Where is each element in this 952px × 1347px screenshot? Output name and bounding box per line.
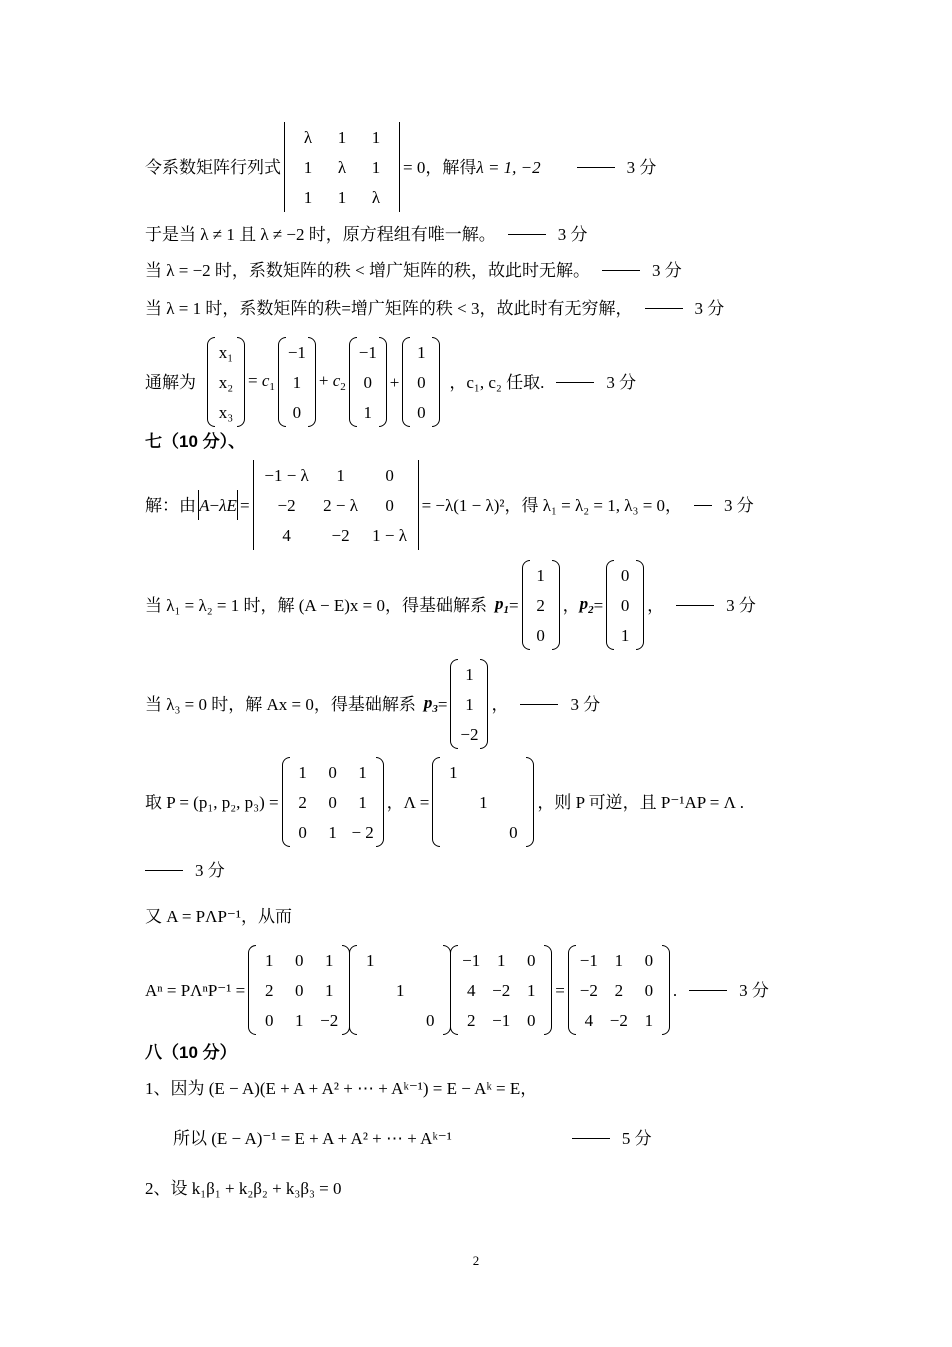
vector-1 <box>278 337 316 427</box>
matrix-entry: 0 <box>328 762 337 782</box>
matrix-entry: 1 <box>644 1010 654 1030</box>
text: 取 P = (p₁, p₂, p₃) = <box>145 792 279 812</box>
matrix-entry: 0 <box>526 1010 536 1030</box>
matrix-entry: 0 <box>298 822 307 842</box>
text: 解：由 <box>145 495 196 515</box>
matrix-entry: 4 <box>282 525 291 545</box>
text: 当 λ = 1 时，系数矩阵的秩=增广矩阵的秩 < 3，故此时有无穷解， <box>145 299 633 318</box>
matrix-entry: 1 <box>365 950 375 970</box>
matrix-entry: 4 <box>466 980 476 1000</box>
line-because <box>145 1080 537 1097</box>
matrix-entry: 0 <box>417 372 426 392</box>
matrix-entry: 1 <box>371 127 381 147</box>
p3-vector <box>450 659 488 749</box>
line-unique <box>145 226 587 243</box>
result-matrix <box>568 945 670 1035</box>
matrix-entry: 0 <box>264 1010 274 1030</box>
line-a-decomp <box>145 908 292 925</box>
matrix-entry: 1 <box>337 127 347 147</box>
line-no-solution <box>145 262 682 279</box>
section-title: 七（10 分）、 <box>145 432 246 451</box>
matrix-entry: λ <box>303 127 313 147</box>
matrix-entry: 1 <box>496 950 506 970</box>
matrix-entry: 1 <box>294 1010 304 1030</box>
matrix-entry: −1 <box>358 342 377 362</box>
p-matrix <box>248 945 350 1035</box>
matrix-entry: −1 <box>462 950 481 970</box>
text: 通解为 <box>145 372 196 392</box>
text: 令系数矩阵行列式 <box>145 157 281 177</box>
matrix-entry: −1 − λ <box>264 465 309 485</box>
vector-2 <box>349 337 387 427</box>
p1-vector <box>522 560 560 650</box>
text: ，则 P 可逆，且 P⁻¹AP = Λ . <box>537 792 745 812</box>
matrix-entry: 1 <box>526 980 536 1000</box>
text: = −λ(1 − λ)²，得 λ₁ = λ₂ = 1, λ₃ = 0， <box>421 495 683 515</box>
text: ，Λ = <box>386 792 430 812</box>
matrix-entry: 1 <box>336 465 345 485</box>
matrix-entry: 0 <box>417 402 426 422</box>
matrix-entry: 0 <box>425 1010 435 1030</box>
matrix-entry: −1 <box>287 342 306 362</box>
matrix-entry: −2 <box>579 980 598 1000</box>
p-inverse-matrix <box>450 945 552 1035</box>
matrix-entry: λ <box>371 187 381 207</box>
line-eigen-1: 当 λ₁ = λ₂ = 1 时，解 (A − E)x = 0，得基础解系 $p_1$ = 1 2 0 ， $p_2$ = 0 0 1 ， 3 分 <box>145 560 756 650</box>
matrix-entry: 1 <box>303 187 313 207</box>
matrix-entry: 0 <box>328 792 337 812</box>
matrix-entry: 0 <box>294 980 304 1000</box>
matrix-entry: 2 <box>614 980 624 1000</box>
points: 3 分 <box>557 225 588 244</box>
matrix-entry: 1 <box>324 950 334 970</box>
p2-vector <box>606 560 644 650</box>
points: 3 分 <box>570 694 601 714</box>
matrix-entry: 1 <box>264 950 274 970</box>
matrix-entry: 0 <box>620 565 630 585</box>
points: 3 分 <box>694 299 725 318</box>
section-eight <box>145 1044 237 1061</box>
matrix-entry: x₂ <box>218 372 234 392</box>
text: 当 λ₃ = 0 时，解 Ax = 0，得基础解系 <box>145 694 416 714</box>
matrix-entry: 0 <box>385 465 394 485</box>
text: 当 λ₁ = λ₂ = 1 时，解 (A − E)x = 0，得基础解系 <box>145 595 487 615</box>
lambda-n-matrix <box>349 945 451 1035</box>
text: 又 A = PΛP⁻¹，从而 <box>145 907 292 926</box>
page-number: 2 <box>472 1253 480 1268</box>
matrix-entry: −2 <box>460 724 479 744</box>
matrix-entry: −2 <box>609 1010 628 1030</box>
matrix-entry: −2 <box>277 495 296 515</box>
matrix-entry: 1 <box>536 565 545 585</box>
points: 3 分 <box>739 980 769 1000</box>
text: 于是当 λ ≠ 1 且 λ ≠ −2 时，原方程组有唯一解。 <box>145 225 496 244</box>
matrix-entry: 1 <box>337 187 347 207</box>
points: 3 分 <box>606 372 637 392</box>
matrix-entry: 1 <box>479 792 488 812</box>
line-general-solution: 通解为 x₁ x₂ x₃ = $c_1$ −1 1 0 + $c_2$ −1 0 1 + 1 0 0 ， c₁, c₂ 任取. 3 分 <box>145 337 636 427</box>
line-a-power: Aⁿ = PΛⁿP⁻¹ = 1 0 1 2 0 1 0 1 −2 1 1 0 −1 1 0 4 −2 1 2 −1 0 = −1 1 0 −2 2 0 4 −2 1 . 3 分 <box>145 945 769 1035</box>
text: 所以 (E − A)⁻¹ = E + A + A² + ⋯ + Aᵏ⁻¹ <box>173 1129 452 1148</box>
line-eigen-0: 当 λ₃ = 0 时，解 Ax = 0，得基础解系 $p_3$ = 1 1 −2 ， 3 分 <box>145 659 600 749</box>
matrix-entry: 0 <box>526 950 536 970</box>
matrix-entry: 1 <box>328 822 337 842</box>
line-inverse <box>173 1130 652 1147</box>
matrix-entry: 1 <box>292 372 302 392</box>
matrix-entry: −2 <box>331 525 350 545</box>
text: 2、设 k₁β₁ + k₂β₂ + k₃β₃ = 0 <box>145 1179 342 1198</box>
vector-3 <box>402 337 440 427</box>
matrix-entry: 1 <box>371 157 381 177</box>
matrix-entry: 2 <box>264 980 274 1000</box>
matrix-entry: 1 − λ <box>372 525 408 545</box>
matrix-entry: 0 <box>644 950 654 970</box>
matrix-entry: 1 <box>465 664 474 684</box>
text: c₁, c₂ 任取. <box>466 372 545 392</box>
matrix-entry: 1 <box>395 980 405 1000</box>
p-matrix <box>282 757 384 847</box>
line-assume <box>145 1180 342 1197</box>
line-take-p <box>145 757 744 847</box>
matrix-entry: 0 <box>292 402 302 422</box>
points: 3 分 <box>726 595 756 615</box>
section-title: 八（10 分） <box>145 1043 237 1062</box>
matrix-entry: 0 <box>363 372 373 392</box>
section-seven <box>145 433 245 450</box>
determinant <box>284 122 400 212</box>
matrix-entry: − 2 <box>351 822 374 842</box>
points: 5 分 <box>621 1129 652 1148</box>
matrix-entry: −2 <box>320 1010 339 1030</box>
matrix-entry: 2 − λ <box>323 495 359 515</box>
matrix-entry: 1 <box>303 157 313 177</box>
text: 1、因为 (E − A)(E + A + A² + ⋯ + Aᵏ⁻¹) = E − Aᵏ = E， <box>145 1079 538 1098</box>
matrix-entry: 0 <box>385 495 394 515</box>
line-points <box>145 862 225 879</box>
matrix-entry: 2 <box>466 1010 476 1030</box>
x-vector <box>207 337 245 427</box>
points: 3 分 <box>626 157 657 177</box>
matrix-entry: 2 <box>536 595 545 615</box>
matrix-entry: x₁ <box>218 342 234 362</box>
matrix-entry: λ <box>337 157 347 177</box>
matrix-entry: 1 <box>449 762 458 782</box>
char-determinant <box>253 460 419 550</box>
matrix-entry: 1 <box>363 402 373 422</box>
matrix-entry: −1 <box>492 1010 511 1030</box>
matrix-entry: −1 <box>579 950 598 970</box>
matrix-entry: 1 <box>324 980 334 1000</box>
matrix-entry: 1 <box>298 762 307 782</box>
matrix-entry: 2 <box>298 792 307 812</box>
matrix-entry: 1 <box>465 694 474 714</box>
matrix-entry: 1 <box>614 950 624 970</box>
matrix-entry: 1 <box>620 625 630 645</box>
matrix-entry: 0 <box>294 950 304 970</box>
matrix-entry: 0 <box>536 625 545 645</box>
matrix-entry: 0 <box>620 595 630 615</box>
points: 3 分 <box>195 861 225 880</box>
line-infinite <box>145 300 724 317</box>
matrix-entry: 1 <box>358 762 367 782</box>
matrix-entry: x₃ <box>218 402 234 422</box>
points: 3 分 <box>652 261 682 280</box>
matrix-entry: 4 <box>584 1010 594 1030</box>
points: 3 分 <box>724 495 754 515</box>
text: ，解得 <box>425 157 477 177</box>
text: 当 λ = −2 时，系数矩阵的秩 < 增广矩阵的秩，故此时无解。 <box>145 261 591 280</box>
line-determinant: 令系数矩阵行列式 λ 1 1 1 λ 1 1 1 λ = 0 ，解得 λ = 1, −2 3 分 <box>145 122 656 212</box>
solution: λ = 1, −2 <box>476 157 541 177</box>
text: Aⁿ = PΛⁿP⁻¹ = <box>145 980 246 1000</box>
matrix-entry: 1 <box>417 342 426 362</box>
matrix-entry: −2 <box>492 980 511 1000</box>
matrix-entry: 0 <box>644 980 654 1000</box>
matrix-entry: 1 <box>358 792 367 812</box>
matrix-entry: 0 <box>509 822 518 842</box>
lambda-matrix <box>432 757 534 847</box>
line-char-poly: 解：由 A − λE = −1 − λ 1 0 −2 2 − λ 0 4 −2 1 − λ = −λ(1 − λ)²，得 λ₁ = λ₂ = 1, λ₃ = 0， 3 分 <box>145 460 754 550</box>
